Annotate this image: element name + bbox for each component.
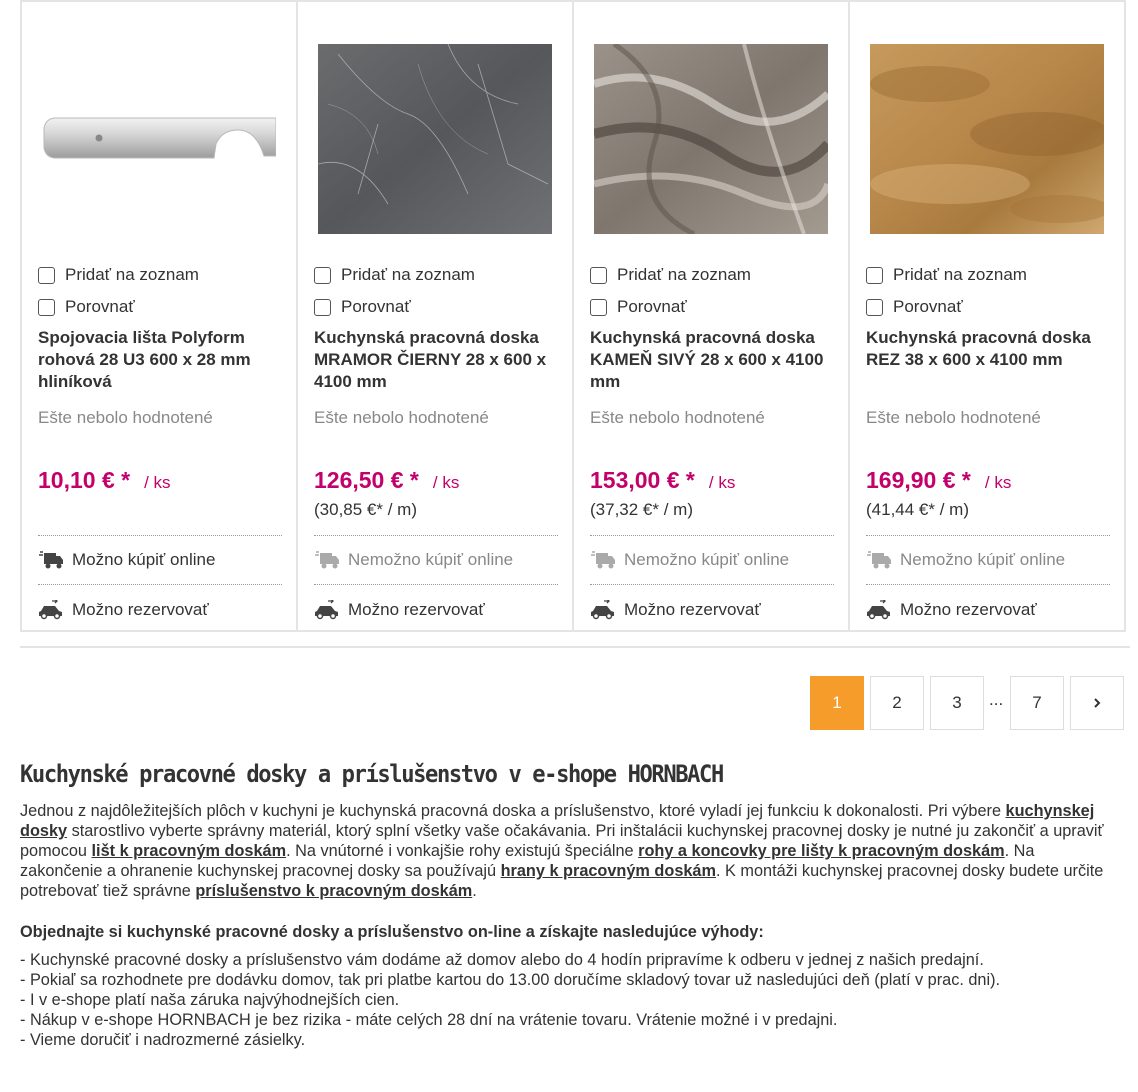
product-title[interactable]: Spojovacia lišta Polyform rohová 28 U3 600 x 28 mm hliníková (38, 328, 251, 391)
divider (590, 535, 834, 536)
divider (866, 535, 1110, 536)
car-reserve-icon (866, 600, 892, 620)
product-card[interactable] (574, 0, 850, 630)
divider (866, 584, 1110, 585)
checkbox-icon[interactable] (38, 267, 55, 284)
product-title[interactable]: Kuchynská pracovná doska MRAMOR ČIERNY 28 x 600 x 4100 mm (314, 328, 547, 391)
add-to-list-checkbox[interactable]: Pridať na zoznam (866, 265, 1027, 285)
benefit-item: - Nákup v e-shope HORNBACH je bez rizika - máte celých 28 dní na vrátenie tovaru. Vrátenie možné i v predajni. (20, 1011, 838, 1029)
price: 169,90 € * / ks (866, 467, 1012, 493)
car-reserve-icon (314, 600, 340, 620)
product-card[interactable] (298, 0, 574, 630)
price: 126,50 € * / ks (314, 467, 460, 493)
delivery-truck-icon (590, 550, 616, 570)
link-rohy-a-koncovky[interactable]: rohy a koncovky pre lišty k pracovným doskám (638, 842, 1005, 860)
add-to-list-checkbox[interactable]: Pridať na zoznam (314, 265, 475, 285)
price: 153,00 € * / ks (590, 467, 736, 493)
benefits-heading: Objednajte si kuchynské pracovné dosky a príslušenstvo on-line a získajte nasledujúce výhody: (20, 923, 764, 941)
reserve-availability: Možno rezervovať (590, 600, 761, 620)
seo-heading: Kuchynské pracovné dosky a príslušenstvo v e-shope HORNBACH (20, 760, 723, 788)
divider (590, 584, 834, 585)
unit-price: (37,32 €* / m) (590, 500, 693, 519)
add-to-list-checkbox[interactable]: Pridať na zoznam (38, 265, 199, 285)
benefits-list (20, 950, 1120, 1050)
product-card[interactable] (22, 0, 298, 630)
pagination-ellipsis: ... (989, 690, 1004, 709)
seo-paragraph: Jednou z najdôležitejších plôch v kuchyni je kuchynská pracovná doska a príslušenstvo, ktoré vyladí jej funkciu k dokonalosti. Pri výbere kuchynskej dosky starostlivo vyberte správny materiál, ktorý splní všetky vaše očakávania. Pri inštalácii kuchynskej pracovnej dosky je nutné ju zakončiť a upraviť pomocou lišt k pracovným doskám. Na vnútorné i vonkajšie rohy existujú špeciálne rohy a koncovky pre lišty k pracovným doskám. Na zakončenie a ohranenie kuchynskej pracovnej dosky sa používajú hrany k pracovným doskám. K montáži kuchynskej pracovnej dosky budete určite potrebovať tiež správne príslušenstvo k pracovným doskám. (20, 802, 1104, 900)
checkbox-icon[interactable] (314, 299, 331, 316)
section-divider (20, 646, 1130, 648)
product-card[interactable] (850, 0, 1126, 630)
unit-price: (30,85 €* / m) (314, 500, 417, 519)
page-3-button[interactable]: 3 (930, 676, 984, 730)
compare-checkbox[interactable]: Porovnať (314, 297, 411, 317)
reserve-availability: Možno rezervovať (866, 600, 1037, 620)
aluminium-profile-image[interactable] (42, 44, 276, 234)
rating-text: Ešte nebolo hodnotené (314, 408, 489, 427)
product-title[interactable]: Kuchynská pracovná doska KAMEŇ SIVÝ 28 x 600 x 4100 mm (590, 328, 824, 391)
add-to-list-checkbox[interactable]: Pridať na zoznam (590, 265, 751, 285)
divider (314, 584, 558, 585)
page-7-button[interactable]: 7 (1010, 676, 1064, 730)
checkbox-icon[interactable] (314, 267, 331, 284)
link-kuchynskej-dosky[interactable]: kuchynskej dosky (20, 802, 1095, 840)
benefit-item: - Vieme doručiť i nadrozmerné zásielky. (20, 1031, 306, 1049)
reserve-availability: Možno rezervovať (38, 600, 209, 620)
reserve-availability: Možno rezervovať (314, 600, 485, 620)
online-availability: Možno kúpiť online (38, 550, 215, 570)
chevron-right-icon (1091, 697, 1103, 709)
delivery-truck-icon (38, 550, 64, 570)
link-prislusenstvo[interactable]: príslušenstvo k pracovným doskám (195, 882, 473, 900)
rust-texture-image[interactable] (870, 44, 1104, 234)
benefit-item: - I v e-shope platí naša záruka najvýhodnejších cien. (20, 991, 400, 1009)
benefit-item: - Kuchynské pracovné dosky a príslušenstvo vám dodáme až domov alebo do 4 hodín pripravíme k odberu v jednej z našich predajní. (20, 951, 984, 969)
checkbox-icon[interactable] (38, 299, 55, 316)
car-reserve-icon (590, 600, 616, 620)
page-2-button[interactable]: 2 (870, 676, 924, 730)
link-list-k-doskam[interactable]: lišt k pracovným doskám (91, 842, 287, 860)
online-availability: Nemožno kúpiť online (866, 550, 1065, 570)
online-availability: Nemožno kúpiť online (314, 550, 513, 570)
compare-checkbox[interactable]: Porovnať (866, 297, 963, 317)
checkbox-icon[interactable] (866, 267, 883, 284)
divider (314, 535, 558, 536)
rating-text: Ešte nebolo hodnotené (866, 408, 1041, 427)
checkbox-icon[interactable] (590, 299, 607, 316)
compare-checkbox[interactable]: Porovnať (590, 297, 687, 317)
compare-checkbox[interactable]: Porovnať (38, 297, 135, 317)
divider (38, 584, 282, 585)
grey-stone-image[interactable] (594, 44, 828, 234)
delivery-truck-icon (314, 550, 340, 570)
checkbox-icon[interactable] (590, 267, 607, 284)
product-grid (20, 0, 1126, 632)
next-page-button[interactable] (1070, 676, 1124, 730)
link-hrany-k-doskam[interactable]: hrany k pracovným doskám (500, 862, 716, 880)
page-1-button[interactable]: 1 (810, 676, 864, 730)
benefit-item: - Pokiaľ sa rozhodnete pre dodávku domov, tak pri platbe kartou do 13.00 doručíme skladový tovar už nasledujúci deň (platí v prac. dni). (20, 971, 1001, 989)
car-reserve-icon (38, 600, 64, 620)
rating-text: Ešte nebolo hodnotené (590, 408, 765, 427)
online-availability: Nemožno kúpiť online (590, 550, 789, 570)
rating-text: Ešte nebolo hodnotené (38, 408, 213, 427)
checkbox-icon[interactable] (866, 299, 883, 316)
price: 10,10 € * / ks (38, 467, 171, 493)
unit-price: (41,44 €* / m) (866, 500, 969, 519)
product-title[interactable]: Kuchynská pracovná doska REZ 38 x 600 x 4100 mm (866, 328, 1091, 369)
divider (38, 535, 282, 536)
delivery-truck-icon (866, 550, 892, 570)
black-marble-image[interactable] (318, 44, 552, 234)
